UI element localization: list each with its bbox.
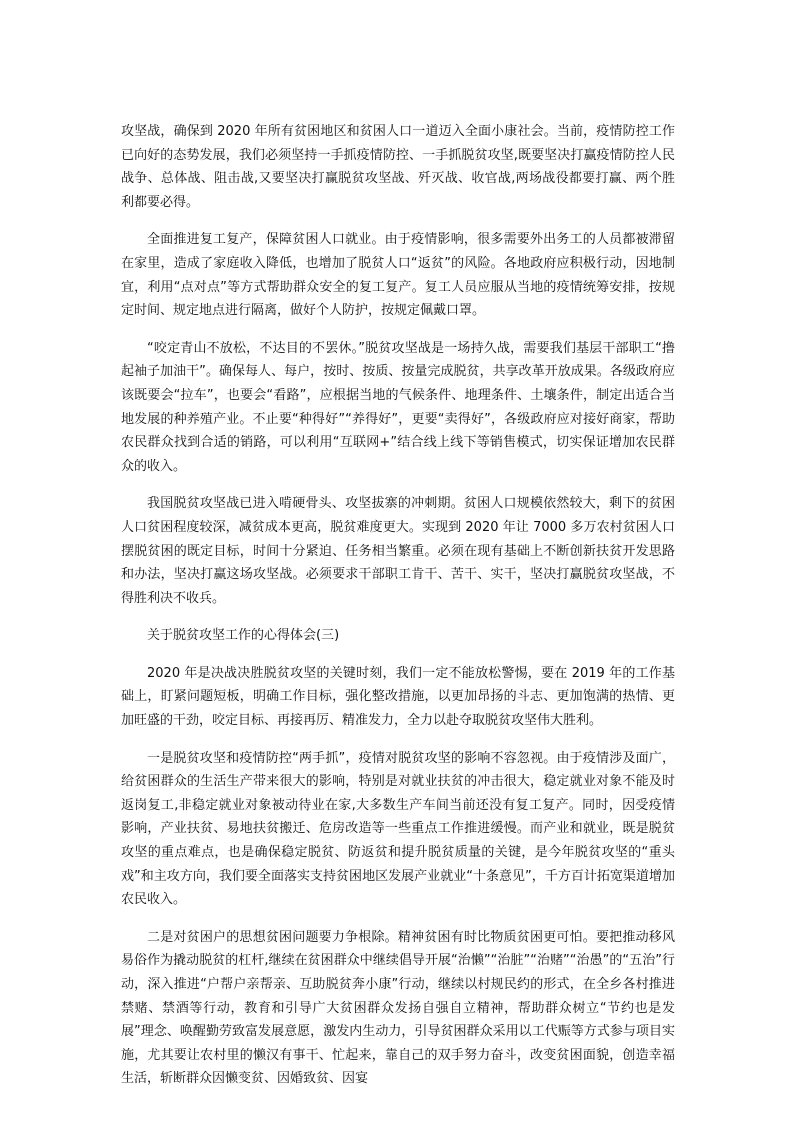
paragraph-point-two: 二是对贫困户的思想贫困问题要力争根除。精神贫困有时比物质贫困更可怕。要把推动移风易俗作为撬动脱贫的杠杆,继续在贫困群众中继续倡导开展“治懒”“治脏”“治赌”“治愚”的“五治”行动，深入推进“户帮户亲帮亲、互助脱贫奔小康”行动，继续以村规民约的形式，在全乡各村推进禁赌、禁酒等行动，教育和引导广大贫困群众发扬自强自立精神，帮助群众树立“节约也是发展”理念、唤醒勤劳致富发展意愿，激发内生动力，引导贫困群众采用以工代赈等方式参与项目实施，尤其要让农村里的懒汉有事干、忙起来，靠自己的双手努力奋斗，改变贫困面貌，创造幸福生活，斩断群众因懒变贫、因婚致贫、因宴 <box>121 929 675 1087</box>
document-body <box>121 120 675 1091</box>
paragraph-final-sprint: 我国脱贫攻坚战已进入啃硬骨头、攻坚拔寨的冲刺期。贫困人口规模依然较大，剩下的贫困人口贫困程度较深，减贫成本更高，脱贫难度更大。实现到 2020 年让 7000 多万农村贫困人口摆脱贫困的既定目标，时间十分紧迫、任务相当繁重。必须在现有基础上不断创新扶贫开发思路和办法，坚决打赢这场攻坚战。必须要求干部职工肯干、苦干、实干，坚决打赢脱贫攻坚战，不得胜利决不收兵。 <box>121 496 675 606</box>
paragraph-intro-continued: 攻坚战，确保到 2020 年所有贫困地区和贫困人口一道迈入全面小康社会。当前，疫情防控工作已向好的态势发展，我们必须坚持一手抓疫情防控、一手抓脱贫攻坚,既要坚决打赢疫情防控人民战争、总体战、阻击战,又要坚决打赢脱贫攻坚战、歼灭战、收官战,两场战役都要打赢、两个胜利都要必得。 <box>121 124 675 210</box>
paragraph-resume-work: 全面推进复工复产，保障贫困人口就业。由于疫情影响，很多需要外出务工的人员都被滞留在家里，造成了家庭收入降低，也增加了脱贫人口“返贫”的风险。各地政府应积极行动，因地制宜，利用“点对点”等方式帮助群众安全的复工复产。复工人员应服从当地的疫情统筹安排，按规定时间、规定地点进行隔离，做好个人防护，按规定佩戴口罩。 <box>121 232 675 319</box>
paragraph-persistence: “咬定青山不放松，不达目的不罢休。”脱贫攻坚战是一场持久战，需要我们基层干部职工“撸起袖子加油干”。确保每人、每户，按时、按质、按量完成脱贫，共享改革开放成果。各级政府应该既要会“拉车”，也要会“看路”，应根据当地的气候条件、地理条件、土壤条件，制定出适合当地发展的种养殖产业。不止要“种得好”“养得好”，更要“卖得好”，各级政府应对接好商家，帮助农民群众找到合适的销路，可以利用“互联网+”结合线上线下等销售模式，切实保证增加农民群众的收入。 <box>121 340 675 474</box>
section-heading: 关于脱贫攻坚工作的心得体会(三) <box>147 628 340 644</box>
paragraph-point-one: 一是脱贫攻坚和疫情防控“两手抓”，疫情对脱贫攻坚的影响不容忽视。由于疫情涉及面广，给贫困群众的生活生产带来很大的影响，特别是对就业扶贫的冲击很大，稳定就业对象不能及时返岗复工,非稳定就业对象被动待业在家,大多数生产车间当前还没有复工复产。同时，因受疫情影响，产业扶贫、易地扶贫搬迁、危房改造等一些重点工作推进缓慢。而产业和就业，既是脱贫攻坚的重点难点，也是确保稳定脱贫、防返贫和提升脱贫质量的关键，是今年脱贫攻坚的“重头戏”和主攻方向，我们要全面落实支持贫困地区发展产业就业“十条意见”，千方百计拓宽渠道增加农民收入。 <box>121 750 675 908</box>
paragraph-2020-key-moment: 2020 年是决战决胜脱贫攻坚的关键时刻，我们一定不能放松警惕，要在 2019 年的工作基础上，盯紧问题短板，明确工作目标，强化整改措施，以更加昂扬的斗志、更加饱满的热情、更加旺盛的干劲，咬定目标、再接再厉、精准发力，全力以赴夺取脱贫攻坚伟大胜利。 <box>121 665 675 729</box>
